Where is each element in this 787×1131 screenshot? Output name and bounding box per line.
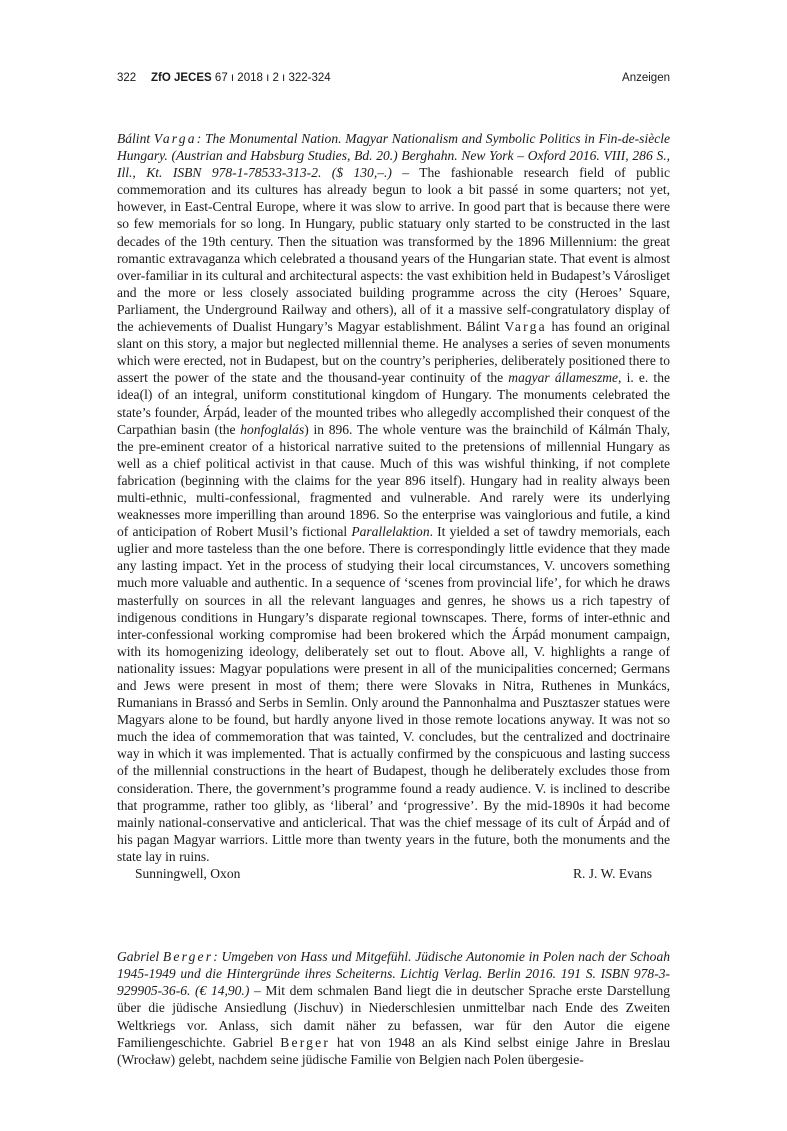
- italic-term: magyar állameszme: [508, 370, 619, 386]
- page-body: [117, 130, 670, 1068]
- review-text: ) in 896. The whole venture was the brainchild of Kálmán Thaly, the pre-eminent creator of a historical narrative suited to the pretensions of millennial Hungary as well as a chief political activist in that cause. Much of this was wishful thinking, if not complete fabrication (beginning with the claims for the year 896 itself). Hungary had in reality always been multi-ethnic, multi-confessional, fragmented and vulnerable. And rarely were its underlying weaknesses more imperilling than around 1896. So the enterprise was vainglorious and futile, a kind of anticipation of Robert Musil’s fictional: [117, 421, 671, 540]
- journal-name: ZfO JECES: [151, 72, 212, 84]
- review-text: , i. e. the idea(l) of an integral, uniform constitutional kingdom of Hungary. The monuments celebrated the state’s founder, Árpád, leader of the mounted tribes who allegedly accomplished their conquest of the Carpathian basin (the: [117, 370, 670, 437]
- author-mention: Varga: [504, 319, 547, 335]
- author-first: Gabriel: [117, 949, 160, 965]
- review-berger: [117, 948, 670, 1068]
- reviewer-place: Sunningwell, Oxon: [135, 866, 241, 882]
- section-title: Anzeigen: [622, 72, 670, 84]
- journal-info: [151, 72, 331, 84]
- author-first: Bálint: [117, 131, 151, 146]
- italic-term: honfoglalás: [240, 421, 305, 437]
- review-text: . It yielded a set of tawdry memorials, each uglier and more tasteless than the one before. There is correspondingly little evidence that they made any lasting impact. Yet in the process of studying their local circumstances, V. uncovers something much more valuable and authentic. In a sequence of ‘scenes from provincial life’, for which he draws masterfully on sources in all the relevant languages and genres, he shows us a rich tapestry of indigenous conditions in Hungary’s disparate regional townscapes. There, forms of inter-ethnic and inter-confessional working compromise had been brokered which the Árpád monument campaign, with its homogenizing ideology, deliberately set out to flout. Above all, V. highlights a range of nationality issues: Magyar populations were present in all of the municipalities concerned; Germans and Jews were present in most of them; there were Slovaks in Nitra, Ruthenes in Munkács, Rumanians in Brassó and Serbs in Semlin. Only around the Pannonhalma and Pusztaszer statues were Magyars alone to be found, but hardly anyone lived in those remote locations anyway. It was not so much the idea of commemoration that was tainted, V. concludes, but the centralized and doctrinaire way in which it was implemented. That is actually confirmed by the conspicuous and lasting success of the millennial constructions in the heart of Budapest, though he deliberately excludes those from consideration. There, the government’s programme found a ready audience. V. is inclined to describe that programme, rather too glibly, as ‘liberal’ and ‘progressive’. By the mid-1890s it had become mainly national-conservative and anticlerical. That was the chief message of its cult of Árpád and of his pagan Magyar warriors. Little more than twenty years in the future, both the monuments and the state lay in ruins.: [117, 524, 670, 864]
- biblio-details: : Umgeben von Hass und Mitgefühl. Jüdische Autonomie in Polen nach der Schoah 1945-1949 und die Hintergründe ihres Scheiterns. Lichtig Verlag. Berlin 2016. 191 S. ISBN 978-3-929905-36-6. (€ 14,90.): [117, 949, 671, 999]
- review-varga: [117, 130, 670, 882]
- review-text: hat von 1948 an als Kind selbst einige Jahre in Breslau (Wrocław) gelebt, nachdem seine jüdische Familie von Belgien nach Polen übergesie-: [117, 1034, 670, 1067]
- volume-info: 67 ı 2018 ı 2 ı 322-324: [214, 72, 331, 84]
- author-last: Berger: [162, 949, 214, 965]
- review-paragraph: [117, 948, 670, 1068]
- review-text: has found an original slant on this story, a major but neglected millennial theme. He analyses a series of seven monuments which were erected, not in Budapest, but on the country’s peripheries, deliberately positioned there to assert the power of the state and the thousand-year continuity of the: [117, 319, 670, 386]
- reviewer-name: R. J. W. Evans: [572, 866, 652, 882]
- author-last: Varga: [153, 131, 197, 146]
- italic-term: Parallelaktion: [351, 524, 430, 540]
- page-number: 322: [117, 72, 137, 84]
- review-text: – Mit dem schmalen Band liegt die in deutscher Sprache erste Darstellung über die jüdische Ansiedlung (Jischuv) in Niederschlesien unmittelbar nach Ende des Zweiten Weltkriegs vor. Anlass, sich damit näher zu befassen, war für den Autor die eigene Familiengeschichte. Gabriel: [117, 983, 670, 1050]
- review-signature: [117, 865, 670, 882]
- review-paragraph: [117, 130, 670, 865]
- review-text: – The fashionable research field of public commemoration and its cultures has already begun to look a bit passé in some quarters; not yet, however, in East-Central Europe, where it was slow to arrive. In good part that is because there were so few memorials for so long. In Hungary, public statuary only started to be constructed in the last decades of the 19th century. Then the situation was transformed by the 1896 Millennium: the great romantic extravaganza which celebrated a thousand years of the Hungarian state. That event is almost over-familiar in its cultural and architectural aspects: the vast exhibition held in Budapest’s Városliget and the more or less closely associated building programme across the city (Heroes’ Square, Parliament, the Underground Railway and others), all of it a massive self-congratulatory display of the achievements of Dualist Hungary’s Magyar establishment. Bálint: [117, 165, 670, 335]
- biblio-details: : The Monumental Nation. Magyar Nationalism and Symbolic Politics in Fin-de-siècle Hungary. (Austrian and Habsburg Studies, Bd. 20.) Berghahn. New York – Oxford 2016. VIII, 286 S., Ill., Kt. ISBN 978-1-78533-313-2. ($ 130,–.): [117, 131, 671, 181]
- running-header: [117, 72, 670, 92]
- author-mention: Berger: [280, 1034, 331, 1050]
